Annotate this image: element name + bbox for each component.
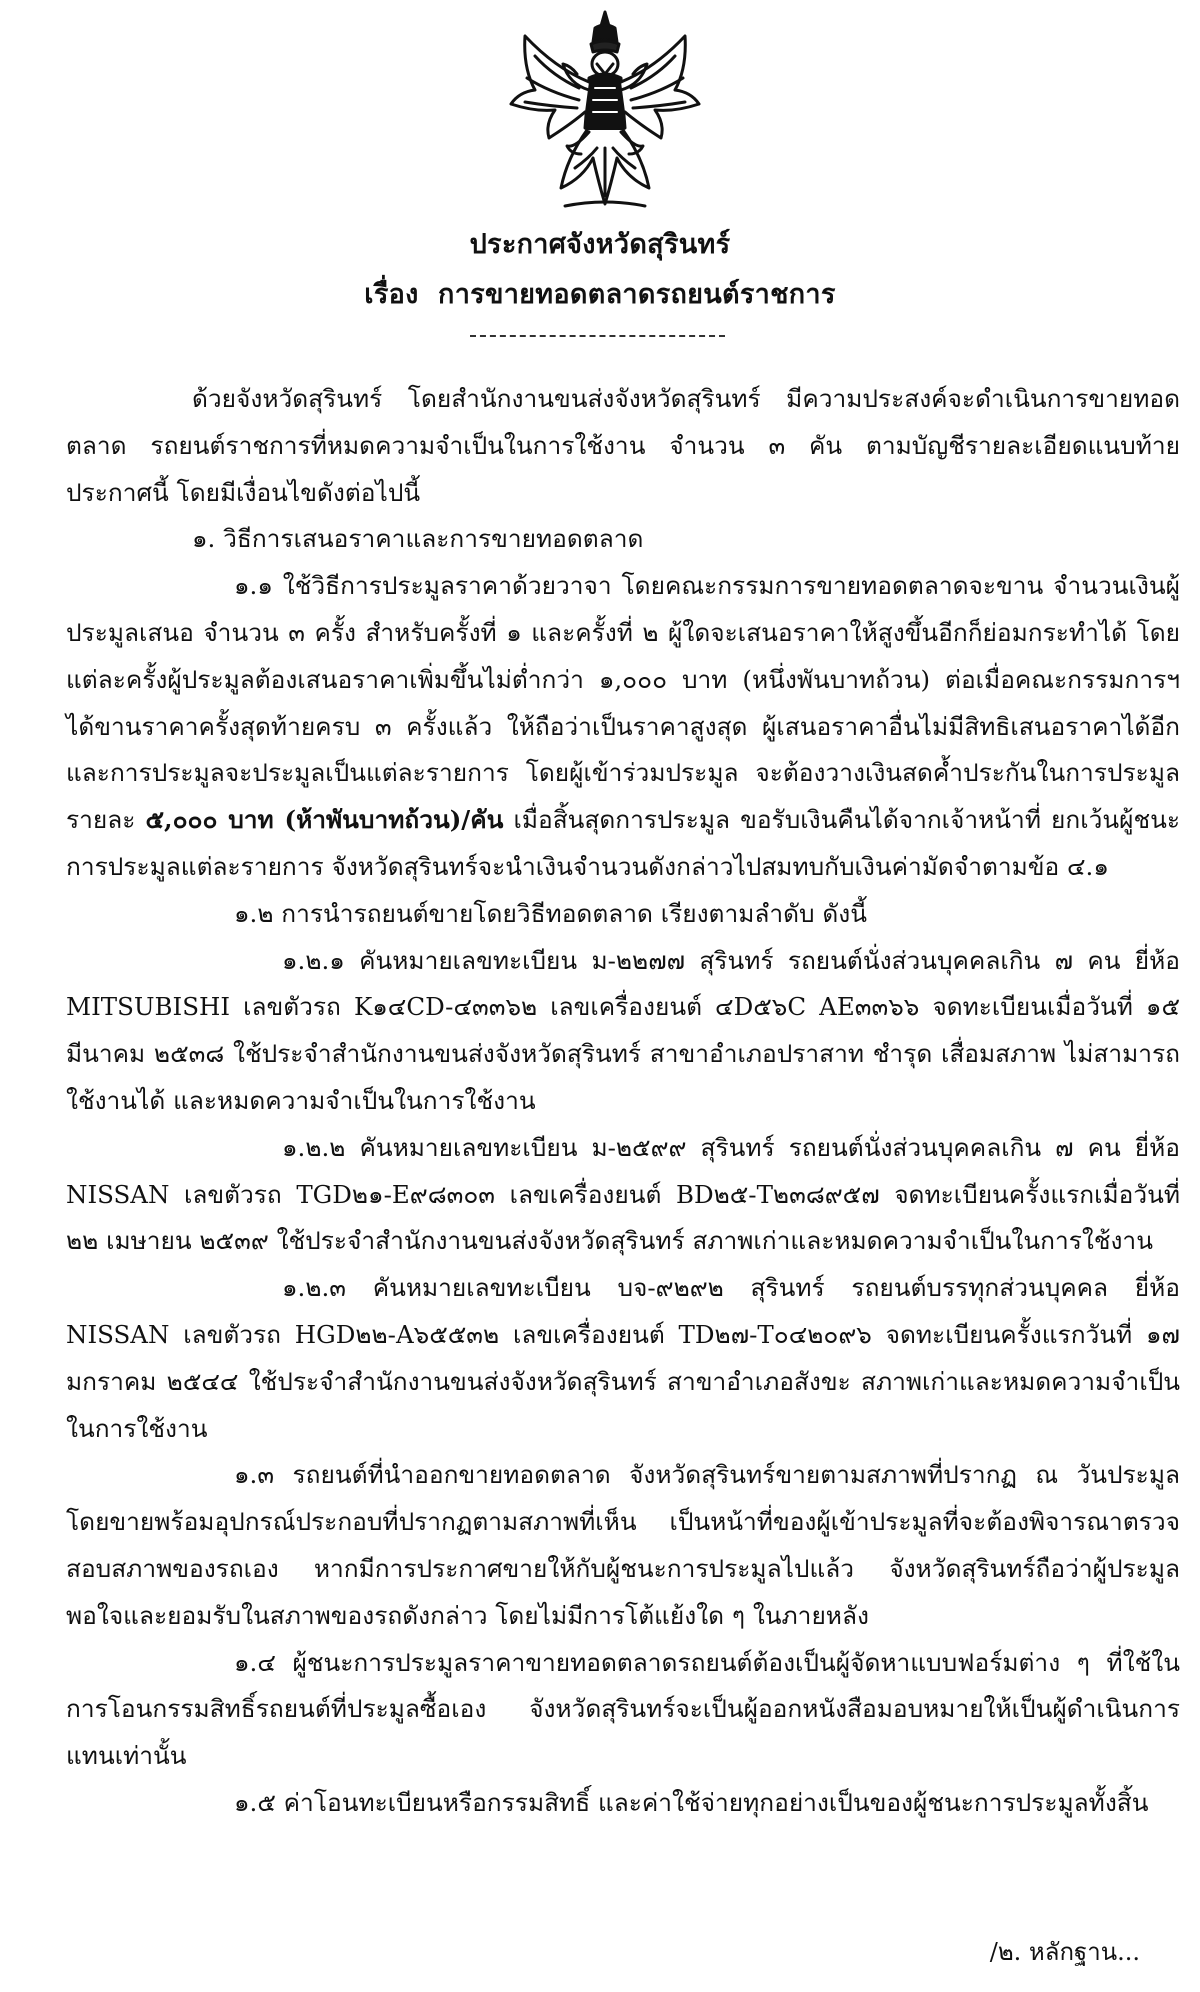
section-1-4-paragraph: ๑.๔ ผู้ชนะการประมูลราคาขายทอดตลาดรถยนต์ต้องเป็นผู้จัดหาแบบฟอร์มต่าง ๆ ที่ใช้ในการโอนกรรมสิทธิ์รถยนต์ที่ประมูลซื้อเอง จังหวัดสุรินทร์จะเป็นผู้ออกหนังสือมอบหมายให้เป็นผู้ดำเนินการแทนเท่านั้น — [66, 1647, 1180, 1771]
section-1-2-1-paragraph: ๑.๒.๑ คันหมายเลขทะเบียน ม-๒๒๗๗ สุรินทร์ รถยนต์นั่งส่วนบุคคลเกิน ๗ คน ยี่ห้อ MITSUBISHI เลขตัวรถ K๑๔CD-๔๓๓๖๒ เลขเครื่องยนต์ ๔D๕๖C AE๓๓๖๖ จดทะเบียนเมื่อวันที่ ๑๕ มีนาคม ๒๕๓๘ ใช้ประจำสำนักงานขนส่งจังหวัดสุรินทร์ สาขาอำเภอปราสาท ชำรุด เสื่อมสภาพ ไม่สามารถใช้งานได้ และหมดความจำเป็นในการใช้งาน — [66, 945, 1180, 1115]
document-body — [66, 376, 1180, 1827]
subject-prefix: เรื่อง — [364, 279, 419, 310]
title-divider — [470, 335, 725, 337]
section-1-5-paragraph: ๑.๕ ค่าโอนทะเบียนหรือกรรมสิทธิ์ และค่าใช้จ่ายทุกอย่างเป็นของผู้ชนะการประมูลทั้งสิ้น — [234, 1787, 1149, 1817]
deposit-amount: ๕,๐๐๐ บาท (ห้าพันบาทถ้วน)/คัน — [145, 805, 504, 835]
section-1-heading: ๑. วิธีการเสนอราคาและการขายทอดตลาด — [192, 524, 644, 554]
document-subject — [0, 272, 1200, 315]
section-1-2-3-paragraph: ๑.๒.๓ คันหมายเลขทะเบียน บจ-๙๒๙๒ สุรินทร์ รถยนต์บรรทุกส่วนบุคคล ยี่ห้อ NISSAN เลขตัวรถ HGD๒๒-A๖๕๕๓๒ เลขเครื่องยนต์ TD๒๗-T๐๔๒๐๙๖ จดทะเบียนครั้งแรกวันที่ ๑๗ มกราคม ๒๕๔๔ ใช้ประจำสำนักงานขนส่งจังหวัดสุรินทร์ สาขาอำเภอสังขะ สภาพเก่าและหมดความจำเป็นในการใช้งาน — [66, 1273, 1180, 1443]
subject-text: การขายทอดตลาดรถยนต์ราชการ — [438, 279, 836, 310]
intro-paragraph: ด้วยจังหวัดสุรินทร์ โดยสำนักงานขนส่งจังหวัดสุรินทร์ มีความประสงค์จะดำเนินการขายทอดตลาด รถยนต์ราชการที่หมดความจำเป็นในการใช้งาน จำนวน ๓ คัน ตามบัญชีรายละเอียดแนบท้ายประกาศนี้ โดยมีเงื่อนไขดังต่อไปนี้ — [66, 384, 1180, 507]
section-1-1-text-a: ๑.๑ ใช้วิธีการประมูลราคาด้วยวาจา โดยคณะกรรมการขายทอดตลาดจะขาน จำนวนเงินผู้ประมูลเสนอ จำนวน ๓ ครั้ง สำหรับครั้งที่ ๑ และครั้งที่ ๒ ผู้ใดจะเสนอราคาให้สูงขึ้นอีกก็ย่อมกระทำได้ โดยแต่ละครั้งผู้ประมูลต้องเสนอราคาเพิ่มขึ้นไม่ต่ำกว่า ๑,๐๐๐ บาท (หนึ่งพันบาทถ้วน) ต่อเมื่อคณะกรรมการฯ ได้ขานราคาครั้งสุดท้ายครบ ๓ ครั้งแล้ว ให้ถือว่าเป็นราคาสูงสุด ผู้เสนอราคาอื่นไม่มีสิทธิเสนอราคาได้อีก และการประมูลจะประมูลเป็นแต่ละรายการ โดยผู้เข้าร่วมประมูล จะต้องวางเงินสดค้ำประกันในการประมูล รายละ — [66, 571, 1180, 835]
section-1-1-text-b: เมื่อสิ้นสุดการประมูล ขอรับเงินคืนได้จากเจ้าหน้าที่ ยกเว้นผู้ชนะการประมูลแต่ละรายการ จังหวัดสุรินทร์จะนำเงินจำนวนดังกล่าวไปสมทบกับเงินค่ามัดจำตามข้อ ๔.๑ — [66, 805, 1180, 881]
continuation-note: /๒. หลักฐาน... — [989, 1938, 1140, 1966]
garuda-emblem-icon — [505, 8, 705, 218]
document-title: ประกาศจังหวัดสุรินทร์ — [469, 229, 731, 260]
section-1-1-paragraph — [66, 563, 1180, 891]
section-1-2-paragraph: ๑.๒ การนำรถยนต์ขายโดยวิธีทอดตลาด เรียงตามลำดับ ดังนี้ — [234, 898, 868, 928]
section-1-2-2-paragraph: ๑.๒.๒ คันหมายเลขทะเบียน ม-๒๕๙๙ สุรินทร์ รถยนต์นั่งส่วนบุคคลเกิน ๗ คน ยี่ห้อ NISSAN เลขตัวรถ TGD๒๑-E๙๘๓๐๓ เลขเครื่องยนต์ BD๒๕-T๒๓๘๙๕๗ จดทะเบียนครั้งแรกเมื่อวันที่ ๒๒ เมษายน ๒๕๓๙ ใช้ประจำสำนักงานขนส่งจังหวัดสุรินทร์ สภาพเก่าและหมดความจำเป็นในการใช้งาน — [66, 1132, 1180, 1256]
section-1-3-paragraph: ๑.๓ รถยนต์ที่นำออกขายทอดตลาด จังหวัดสุรินทร์ขายตามสภาพที่ปรากฏ ณ วันประมูลโดยขายพร้อมอุปกรณ์ประกอบที่ปรากฏตามสภาพที่เห็น เป็นหน้าที่ของผู้เข้าประมูลที่จะต้องพิจารณาตรวจสอบสภาพของรถเอง หากมีการประกาศขายให้กับผู้ชนะการประมูลไปแล้ว จังหวัดสุรินทร์ถือว่าผู้ประมูลพอใจและยอมรับในสภาพของรถดังกล่าว โดยไม่มีการโต้แย้งใด ๆ ในภายหลัง — [66, 1460, 1180, 1630]
